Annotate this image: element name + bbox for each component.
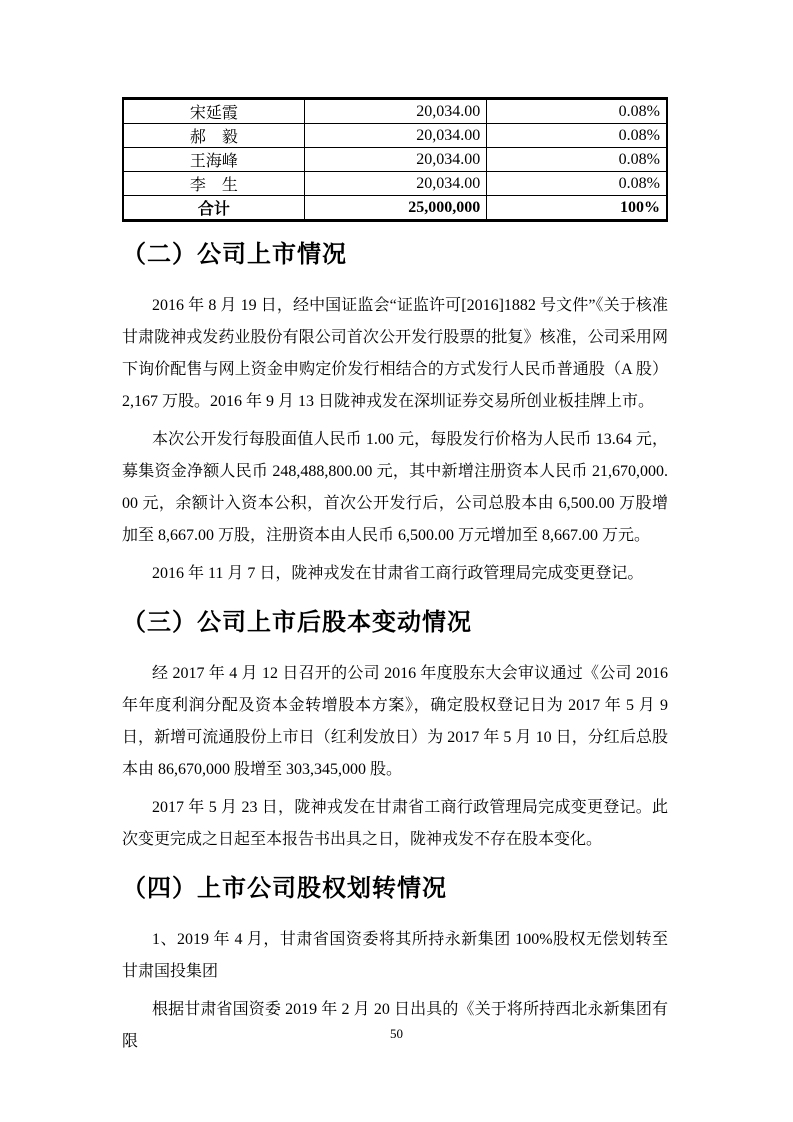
total-label: 合计 — [123, 196, 304, 221]
paragraph: 1、2019 年 4 月，甘肃省国资委将其所持永新集团 100%股权无偿划转至甘肃国投集团 — [122, 931, 668, 980]
total-percent: 100% — [487, 196, 667, 221]
shareholder-name: 李 生 — [123, 172, 304, 196]
shareholder-percent: 0.08% — [487, 148, 667, 172]
shareholder-name: 郝 毅 — [123, 124, 304, 148]
paragraph: 本次公开发行每股面值人民币 1.00 元，每股发行价格为人民币 13.64 元，募集资金净额人民币 248,488,800.00 元，其中新增注册资本人民币 21,670,000.00 元，余额计入资本公积，首次公开发行后，公司总股本由 6,500.00 万股增加至 8,667.00 万股，注册资本由人民币 6,500.00 万元增加至 8,667.00 万元。 — [122, 431, 668, 544]
shareholder-name: 宋延霞 — [123, 99, 304, 124]
paragraph: 经 2017 年 4 月 12 日召开的公司 2016 年度股东大会审议通过《公司 2016 年年度利润分配及资本金转增股本方案》，确定股权登记日为 2017 年 5 月 9 日，新增可流通股份上市日（红利发放日）为 2017 年 5 月 10 日，分红后总股本由 86,670,000 股增至 303,345,000 股。 — [122, 665, 668, 778]
shareholder-shares: 20,034.00 — [304, 148, 486, 172]
section-heading-equity-transfer: （四）上市公司股权划转情况 — [122, 875, 447, 902]
shareholder-table — [122, 97, 668, 222]
table-row — [123, 124, 667, 148]
paragraph: 2016 年 11 月 7 日，陇神戎发在甘肃省工商行政管理局完成变更登记。 — [152, 565, 644, 582]
shareholder-shares: 20,034.00 — [304, 172, 486, 196]
paragraph: 根据甘肃省国资委 2019 年 2 月 20 日出具的《关于将所持西北永新集团有限 — [122, 1001, 668, 1050]
shareholder-percent: 0.08% — [487, 99, 667, 124]
shareholder-shares: 20,034.00 — [304, 124, 486, 148]
shareholder-shares: 20,034.00 — [304, 99, 486, 124]
page-content — [122, 97, 668, 1064]
table-total-row — [123, 196, 667, 221]
table-row — [123, 172, 667, 196]
section-heading-capital-change: （三）公司上市后股本变动情况 — [122, 609, 472, 636]
shareholder-name: 王海峰 — [123, 148, 304, 172]
section-heading-listing: （二）公司上市情况 — [122, 241, 347, 268]
page-number: 50 — [390, 1026, 403, 1041]
table-row — [123, 148, 667, 172]
total-shares: 25,000,000 — [304, 196, 486, 221]
shareholder-percent: 0.08% — [487, 124, 667, 148]
paragraph: 2016 年 8 月 19 日，经中国证监会“证监许可[2016]1882 号文件”《关于核准甘肃陇神戎发药业股份有限公司首次公开发行股票的批复》核准，公司采用网下询价配售与网上资金申购定价发行相结合的方式发行人民币普通股（A 股）2,167 万股。2016 年 9 月 13 日陇神戎发在深圳证券交易所创业板挂牌上市。 — [122, 297, 668, 410]
paragraph: 2017 年 5 月 23 日，陇神戎发在甘肃省工商行政管理局完成变更登记。此次变更完成之日起至本报告书出具之日，陇神戎发不存在股本变化。 — [122, 799, 668, 848]
shareholder-percent: 0.08% — [487, 172, 667, 196]
table-row — [123, 99, 667, 124]
